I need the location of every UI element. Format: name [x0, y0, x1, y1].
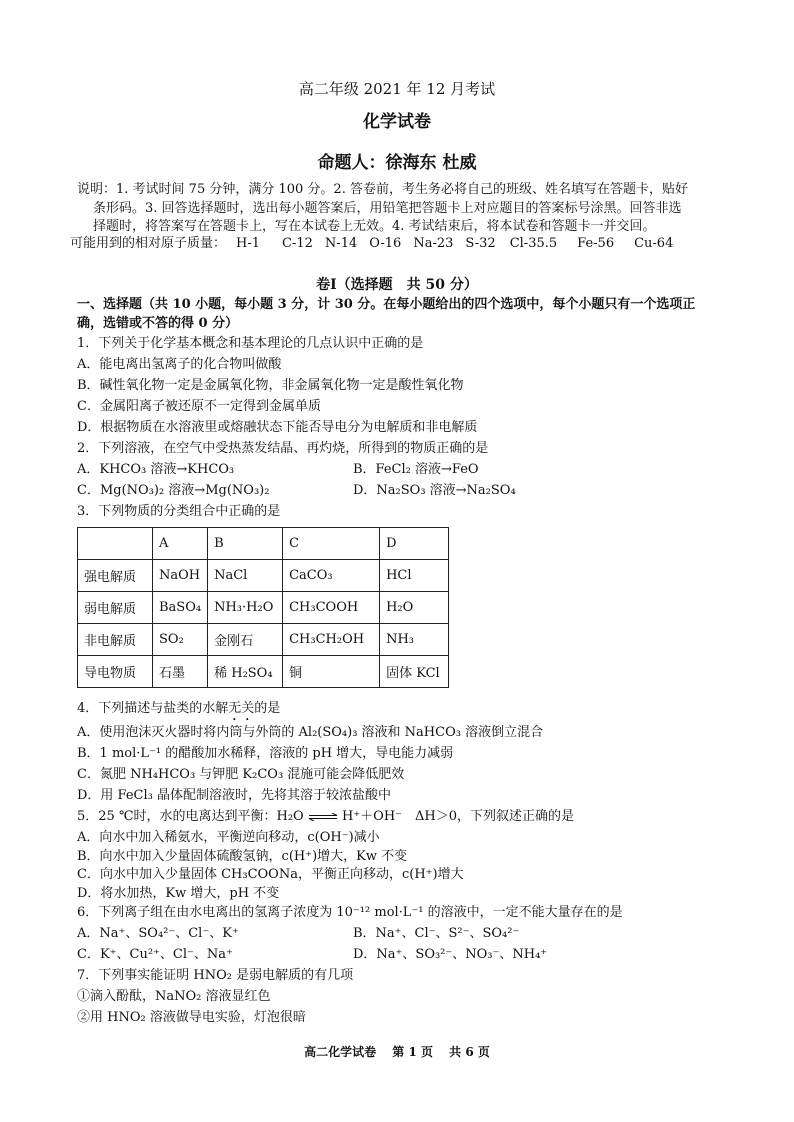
atomic-mass: Cl-35.5	[509, 236, 558, 251]
q4-option-b: B．1 mol·L⁻¹ 的醋酸加水稀释，溶液的 pH 增大，导电能力减弱	[77, 746, 454, 761]
q1-option-c: C．金属阳离子被还原不一定得到金属单质	[77, 399, 321, 414]
table-cell: BaSO₄	[153, 592, 208, 624]
atomic-masses	[70, 235, 673, 253]
q4-stem	[77, 700, 280, 724]
q6-option-c: C．K⁺、Cu²⁺、Cl⁻、Na⁺	[77, 947, 233, 962]
q6-options-row-1	[77, 925, 727, 943]
authors: 命题人：徐海东 杜威	[317, 153, 477, 173]
q2-option-d: D．Na₂SO₃ 溶液→Na₂SO₄	[353, 483, 516, 498]
atomic-mass: C-12	[282, 236, 313, 251]
table-cell: NaCl	[208, 560, 283, 592]
instructions-line-2: 条形码。3. 回答选择题时，选出每小题答案后，用铅笔把答题卡上对应题目的答案标号涂黑。回答非选	[93, 201, 682, 216]
q7-item-2: ②用 HNO₂ 溶液做导电实验，灯泡很暗	[77, 1010, 306, 1025]
table-cell: CaCO₃	[283, 560, 380, 592]
q4-option-a: A．使用泡沫灭火器时将内筒与外筒的 Al₂(SO₄)₃ 溶液和 NaHCO₃ 溶液倒立混合	[77, 725, 544, 740]
q5-stem-post: H⁺＋OH⁻ ΔH＞0，下列叙述正确的是	[341, 809, 575, 824]
table-cell: CH₃CH₂OH	[283, 624, 380, 656]
q6-option-d: D．Na⁺、SO₃²⁻、NO₃⁻、NH₄⁺	[353, 947, 548, 962]
part-instructions-1: 一、选择题（共 10 小题，每小题 3 分，计 30 分。在每小题给出的四个选项中，每个小题只有一个选项正	[77, 297, 696, 312]
q5-option-a: A．向水中加入稀氨水，平衡逆向移动，c(OH⁻)减小	[77, 830, 380, 845]
table-cell: CH₃COOH	[283, 592, 380, 624]
table-header-cell	[78, 528, 153, 560]
table-cell: 固体 KCl	[380, 656, 449, 688]
q4-option-c: C．氮肥 NH₄HCO₃ 与钾肥 K₂CO₃ 混施可能会降低肥效	[77, 767, 405, 782]
q4-stem-pre: 4．下列描述与盐类的水解	[77, 701, 229, 716]
table-cell: SO₂	[153, 624, 208, 656]
q1-option-a: A．能电离出氢离子的化合物叫做酸	[77, 357, 282, 372]
table-cell: 弱电解质	[78, 592, 153, 624]
q2-option-b: B．FeCl₂ 溶液→FeO	[353, 462, 479, 477]
atomic-mass: Cu-64	[634, 236, 674, 251]
q5-option-d: D．将水加热，Kw 增大，pH 不变	[77, 886, 280, 901]
table-cell: 非电解质	[78, 624, 153, 656]
atomic-mass: H-1	[236, 236, 261, 251]
instructions-line-1: 说明：1. 考试时间 75 分钟，满分 100 分。2. 答卷前，考生务必将自己的班级、姓名填写在答题卡，贴好	[77, 182, 688, 197]
q4-option-d: D．用 FeCl₃ 晶体配制溶液时，先将其溶于较浓盐酸中	[77, 788, 392, 803]
q6-option-b: B．Na⁺、Cl⁻、S²⁻、SO₄²⁻	[353, 926, 520, 941]
table-cell: 强电解质	[78, 560, 153, 592]
q5-stem-pre: 5．25 ℃时，水的电离达到平衡：H₂O	[77, 809, 304, 824]
q5-stem	[77, 808, 574, 826]
section-title: 卷Ⅰ（选择题 共 50 分）	[316, 277, 478, 293]
table-row	[78, 592, 449, 624]
atomic-mass: Na-23	[413, 236, 454, 251]
table-row	[78, 624, 449, 656]
table-cell: 石墨	[153, 656, 208, 688]
q1-stem: 1．下列关于化学基本概念和基本理论的几点认识中正确的是	[77, 336, 424, 351]
table-cell: 导电物质	[78, 656, 153, 688]
q6-stem: 6．下列离子组在由水电离出的氢离子浓度为 10⁻¹² mol·L⁻¹ 的溶液中，一定不能大量存在的是	[77, 905, 623, 920]
q7-stem: 7．下列事实能证明 HNO₂ 是弱电解质的有几项	[77, 968, 354, 983]
q4-stem-emphasis: 无关	[228, 701, 255, 716]
table-cell: HCl	[380, 560, 449, 592]
table-cell: NH₃	[380, 624, 449, 656]
q2-option-a: A．KHCO₃ 溶液→KHCO₃	[77, 462, 235, 477]
exam-title: 高二年级 2021 年 12 月考试	[298, 80, 496, 98]
table-header-cell: D	[380, 528, 449, 560]
atomic-mass: Fe-56	[577, 236, 615, 251]
q5-option-c: C．向水中加入少量固体 CH₃COONa，平衡正向移动，c(H⁺)增大	[77, 867, 464, 882]
atomic-mass: O-16	[369, 236, 402, 251]
atomic-mass: S-32	[465, 236, 496, 251]
classification-table	[77, 527, 449, 688]
q2-options-row-2	[77, 482, 727, 500]
q2-options-row-1	[77, 461, 727, 479]
page-footer: 高二化学试卷 第 1 页 共 6 页	[304, 1045, 490, 1059]
table-cell: 铜	[283, 656, 380, 688]
table-cell: 稀 H₂SO₄	[208, 656, 283, 688]
q7-item-1: ①滴入酚酞，NaNO₂ 溶液显红色	[77, 989, 271, 1004]
q6-option-a: A．Na⁺、SO₄²⁻、Cl⁻、K⁺	[77, 926, 239, 941]
table-cell: 金刚石	[208, 624, 283, 656]
instructions-line-3: 择题时，将答案写在答题卡上，写在本试卷上无效。4. 考试结束后，将本试卷和答题卡一并交回。	[93, 219, 656, 234]
table-header-cell: C	[283, 528, 380, 560]
q2-stem: 2．下列溶液，在空气中受热蒸发结晶、再灼烧，所得到的物质正确的是	[77, 441, 489, 456]
atomic-masses-label: 可能用到的相对原子质量：	[70, 236, 227, 251]
part-instructions-2: 确，选错或不答的得 0 分）	[77, 316, 239, 331]
q5-option-b: B．向水中加入少量固体硫酸氢钠，c(H⁺)增大，Kw 不变	[77, 849, 408, 864]
q2-option-c: C．Mg(NO₃)₂ 溶液→Mg(NO₃)₂	[77, 483, 270, 498]
q4-stem-post: 的是	[254, 701, 281, 716]
q1-option-b: B．碱性氧化物一定是金属氧化物，非金属氧化物一定是酸性氧化物	[77, 378, 464, 393]
table-header-cell: A	[153, 528, 208, 560]
atomic-mass: N-14	[324, 236, 358, 251]
table-row	[78, 560, 449, 592]
q1-option-d: D．根据物质在水溶液里或熔融状态下能否导电分为电解质和非电解质	[77, 420, 478, 435]
paper-title: 化学试卷	[363, 112, 431, 132]
q3-stem: 3．下列物质的分类组合中正确的是	[77, 504, 281, 519]
table-cell: NH₃·H₂O	[208, 592, 283, 624]
q6-options-row-2	[77, 946, 727, 964]
equilibrium-arrow-icon	[308, 813, 338, 821]
table-header-row	[78, 528, 449, 560]
table-header-cell: B	[208, 528, 283, 560]
table-row	[78, 656, 449, 688]
table-cell: NaOH	[153, 560, 208, 592]
table-cell: H₂O	[380, 592, 449, 624]
